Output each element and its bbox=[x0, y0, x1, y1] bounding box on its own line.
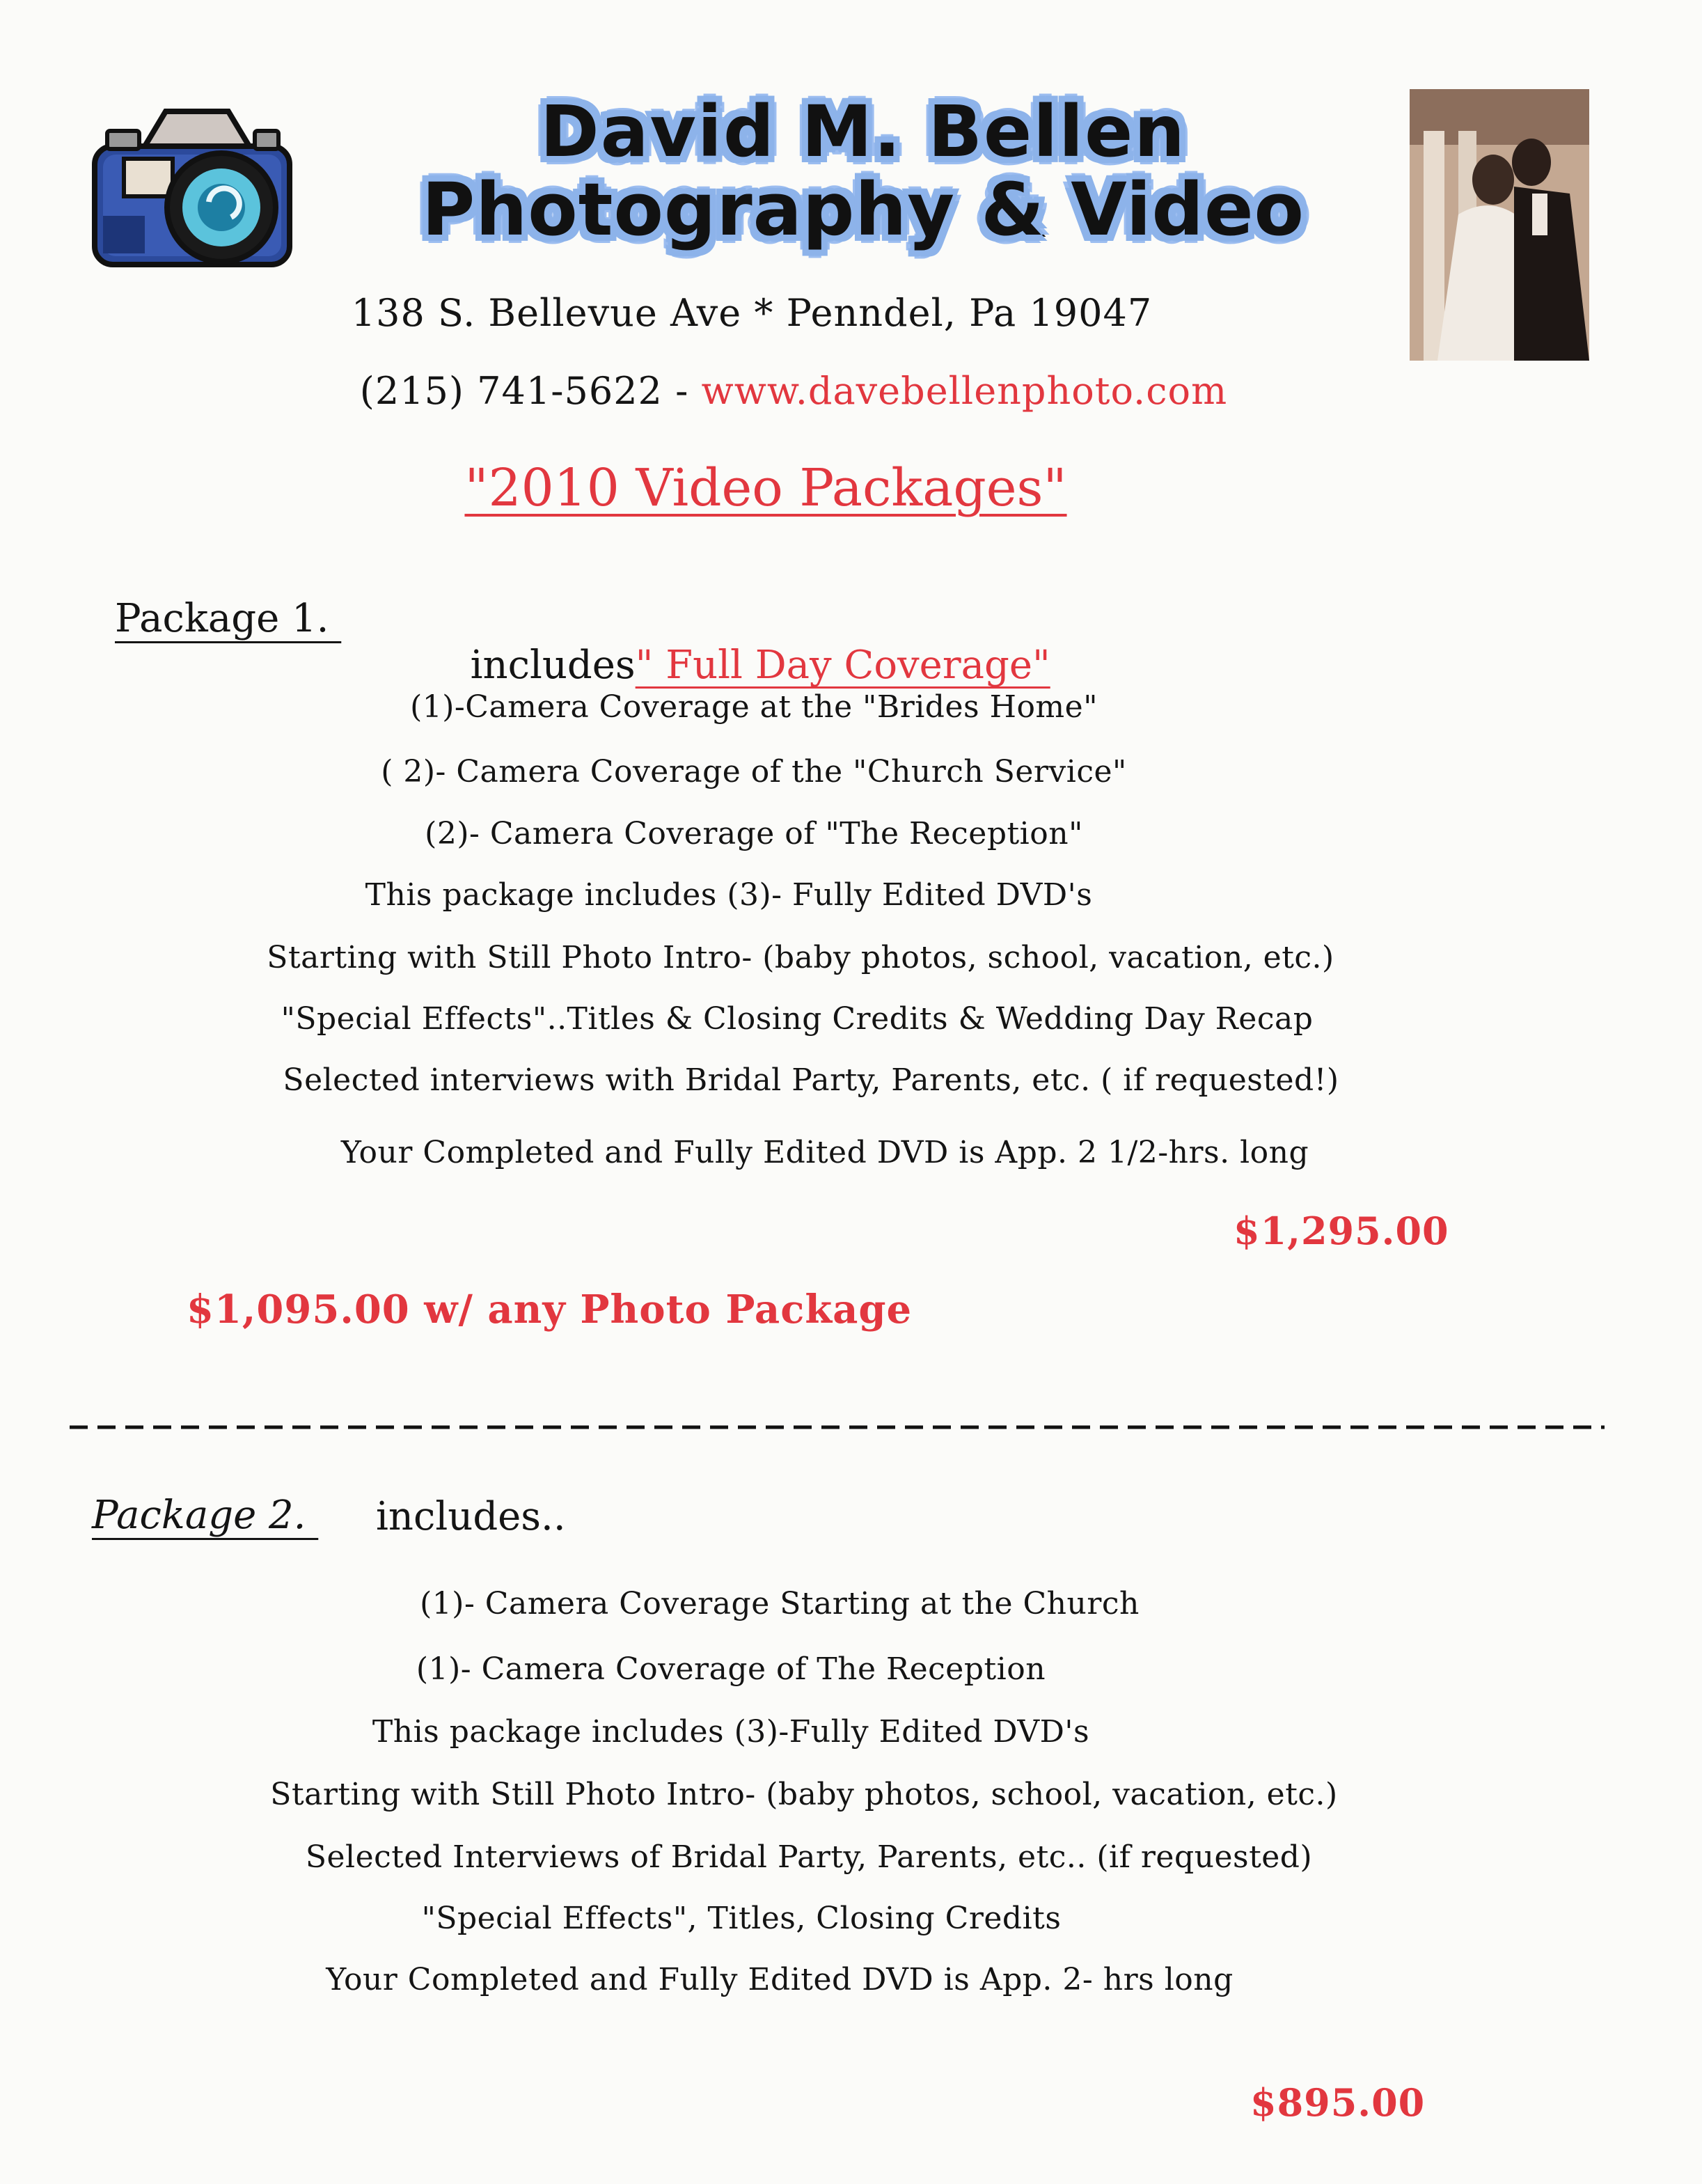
package-1-line: (1)-Camera Coverage at the "Brides Home" bbox=[410, 689, 1098, 725]
package-2-includes: includes.. bbox=[376, 1494, 566, 1539]
contact-line bbox=[0, 369, 1587, 413]
package-2-line: (1)- Camera Coverage Starting at the Church bbox=[420, 1586, 1140, 1621]
package-2-line: "Special Effects", Titles, Closing Credits bbox=[421, 1901, 1062, 1936]
package-2-line: Your Completed and Fully Edited DVD is App. 2- hrs long bbox=[326, 1962, 1234, 1997]
package-2-line: (1)- Camera Coverage of The Reception bbox=[416, 1651, 1046, 1687]
package-2-price: $895.00 bbox=[1250, 2080, 1426, 2125]
package-1-coverage: " Full Day Coverage" bbox=[635, 643, 1050, 688]
company-logo bbox=[306, 91, 1420, 258]
package-1-includes bbox=[446, 597, 1050, 688]
package-1-label: Package 1. bbox=[115, 596, 342, 641]
package-1-line: "Special Effects"..Titles & Closing Credits & Wedding Day Recap bbox=[281, 1001, 1314, 1037]
package-2-line: This package includes (3)-Fully Edited DVD's bbox=[372, 1714, 1090, 1750]
divider bbox=[70, 1420, 1605, 1427]
package-1-photo-price: $1,095.00 w/ any Photo Package bbox=[187, 1287, 913, 1333]
page-title bbox=[0, 458, 1531, 518]
camera-logo-icon bbox=[82, 97, 312, 278]
package-2-line: Starting with Still Photo Intro- (baby photos, school, vacation, etc.) bbox=[270, 1777, 1338, 1812]
page-title-text: "2010 Video Packages" bbox=[464, 458, 1067, 518]
package-1-line: Selected interviews with Bridal Party, Parents, etc. ( if requested!) bbox=[283, 1062, 1339, 1098]
package-1-line: ( 2)- Camera Coverage of the "Church Service" bbox=[381, 754, 1127, 789]
package-1-price: $1,295.00 bbox=[1234, 1209, 1449, 1253]
address-line: 138 S. Bellevue Ave * Penndel, Pa 19047 bbox=[351, 291, 1153, 335]
package-1-line: Starting with Still Photo Intro- (baby photos, school, vacation, etc.) bbox=[267, 940, 1334, 975]
package-1-line: (2)- Camera Coverage of "The Reception" bbox=[425, 816, 1083, 851]
package-1-includes-text: includes bbox=[470, 643, 636, 688]
package-2-label: Package 2. bbox=[92, 1493, 319, 1538]
website-link[interactable]: www.davebellenphoto.com bbox=[701, 369, 1228, 413]
package-2-line: Selected Interviews of Bridal Party, Parents, etc.. (if requested) bbox=[305, 1839, 1313, 1875]
logo-line-1: David M. Bellen bbox=[540, 91, 1186, 173]
package-1-line: Your Completed and Fully Edited DVD is App. 2 1/2-hrs. long bbox=[340, 1135, 1309, 1170]
package-1-line: This package includes (3)- Fully Edited DVD's bbox=[365, 877, 1093, 913]
logo-line-2: Photography & Video bbox=[422, 167, 1305, 252]
phone-number: (215) 741-5622 - bbox=[359, 369, 702, 413]
